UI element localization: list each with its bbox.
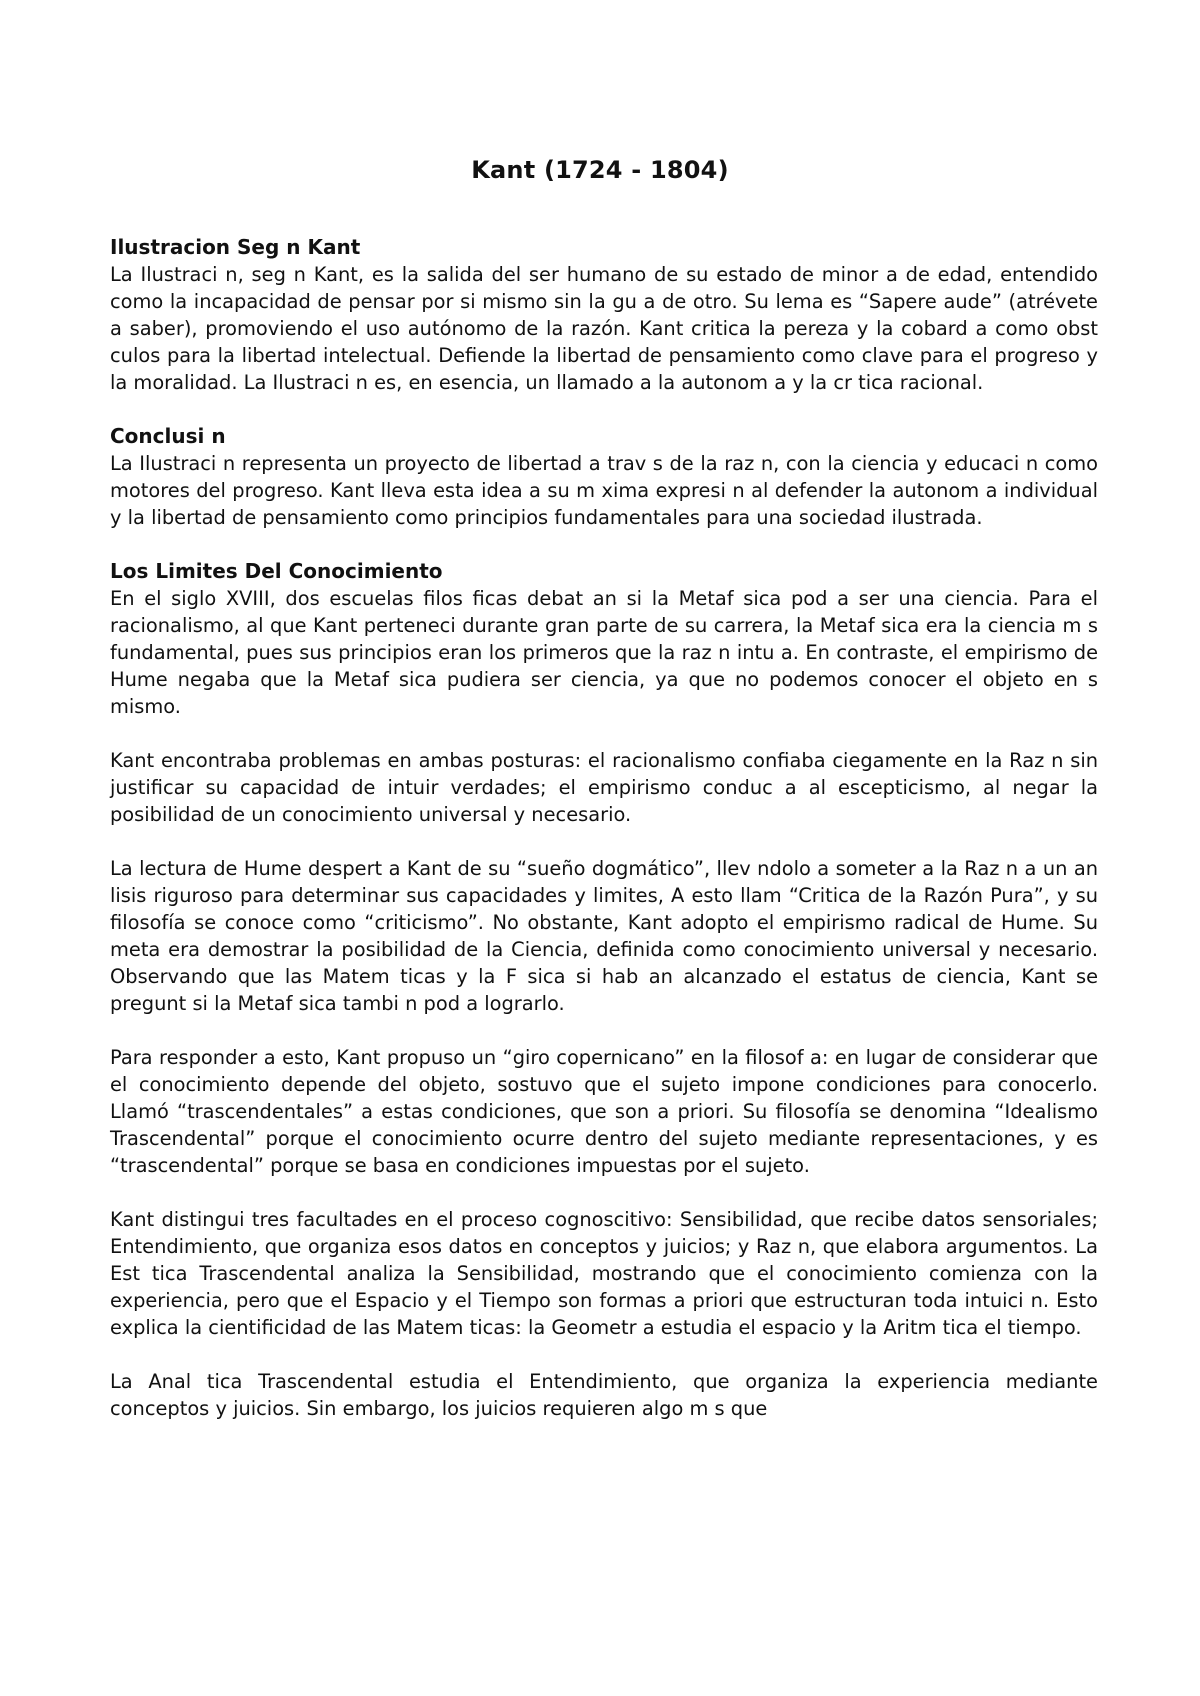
paragraph: La Ilustraci n, seg n Kant, es la salida del ser humano de su estado de minor a de edad, entendido como la incapacidad de pensar por si mismo sin la gu a de otro. Su lema es “Sapere aude” (atrévete a saber), promoviendo el uso autónomo de la razón. Kant critica la pereza y la cobard a como obst culos para la libertad intelectual. Defiende la libertad de pensamiento como clave para el progreso y la moralidad. La Ilustraci n es, en esencia, un llamado a la autonom a y la cr tica racional. [110,263,1098,394]
section-heading: Ilustracion Seg n Kant [110,235,361,259]
paragraph: La lectura de Hume despert a Kant de su “sueño dogmático”, llev ndolo a someter a la Raz n a un an lisis riguroso para determinar sus capacidades y limites, A esto llam “Critica de la Razón Pura”, y su filosofía se conoce como “criticismo”. No obstante, Kant adopto el empirismo radical de Hume. Su meta era demostrar la posibilidad de la Ciencia, definida como conocimiento universal y necesario. Observando que las Matem ticas y la F sica si hab an alcanzado el estatus de ciencia, Kant se pregunt si la Metaf sica tambi n pod a lograrlo. [110,857,1098,1015]
paragraph: La Anal tica Trascendental estudia el Entendimiento, que organiza la experiencia mediante conceptos y juicios. Sin embargo, los juicios requieren algo m s que [110,1370,1098,1420]
section-heading: Los Limites Del Conocimiento [110,559,443,583]
paragraph: Kant distingui tres facultades en el proceso cognoscitivo: Sensibilidad, que recibe datos sensoriales; Entendimiento, que organiza esos datos en conceptos y juicios; y Raz n, que elabora argumentos. La Est tica Trascendental analiza la Sensibilidad, mostrando que el conocimiento comienza con la experiencia, pero que el Espacio y el Tiempo son formas a priori que estructuran toda intuici n. Esto explica la cientificidad de las Matem ticas: la Geometr a estudia el espacio y la Aritm tica el tiempo. [110,1208,1098,1339]
paragraph: La Ilustraci n representa un proyecto de libertad a trav s de la raz n, con la ciencia y educaci n como motores del progreso. Kant lleva esta idea a su m xima expresi n al defender la autonom a individual y la libertad de pensamiento como principios fundamentales para una sociedad ilustrada. [110,452,1098,529]
section-limites-conocimiento [110,558,1098,1422]
section-ilustracion [110,234,1098,396]
paragraph: Para responder a esto, Kant propuso un “giro copernicano” en la filosof a: en lugar de considerar que el conocimiento depende del objeto, sostuvo que el sujeto impone condiciones para conocerlo. Llamó “trascendentales” a estas condiciones, que son a priori. Su filosofía se denomina “Idealismo Trascendental” porque el conocimiento ocurre dentro del sujeto mediante representaciones, y es “trascendental” porque se basa en condiciones impuestas por el sujeto. [110,1046,1098,1177]
paragraph: En el siglo XVIII, dos escuelas filos ficas debat an si la Metaf sica pod a ser una ciencia. Para el racionalismo, al que Kant perteneci durante gran parte de su carrera, la Metaf sica era la ciencia m s fundamental, pues sus principios eran los primeros que la raz n intu a. En contraste, el empirismo de Hume negaba que la Metaf sica pudiera ser ciencia, ya que no podemos conocer el objeto en s mismo. [110,587,1098,718]
document-body [110,234,1098,1449]
section-conclusion [110,423,1098,531]
section-heading: Conclusi n [110,424,226,448]
document-title: Kant (1724 - 1804) [471,156,729,184]
paragraph: Kant encontraba problemas en ambas posturas: el racionalismo confiaba ciegamente en la Raz n sin justificar su capacidad de intuir verdades; el empirismo conduc a al escepticismo, al negar la posibilidad de un conocimiento universal y necesario. [110,749,1098,826]
